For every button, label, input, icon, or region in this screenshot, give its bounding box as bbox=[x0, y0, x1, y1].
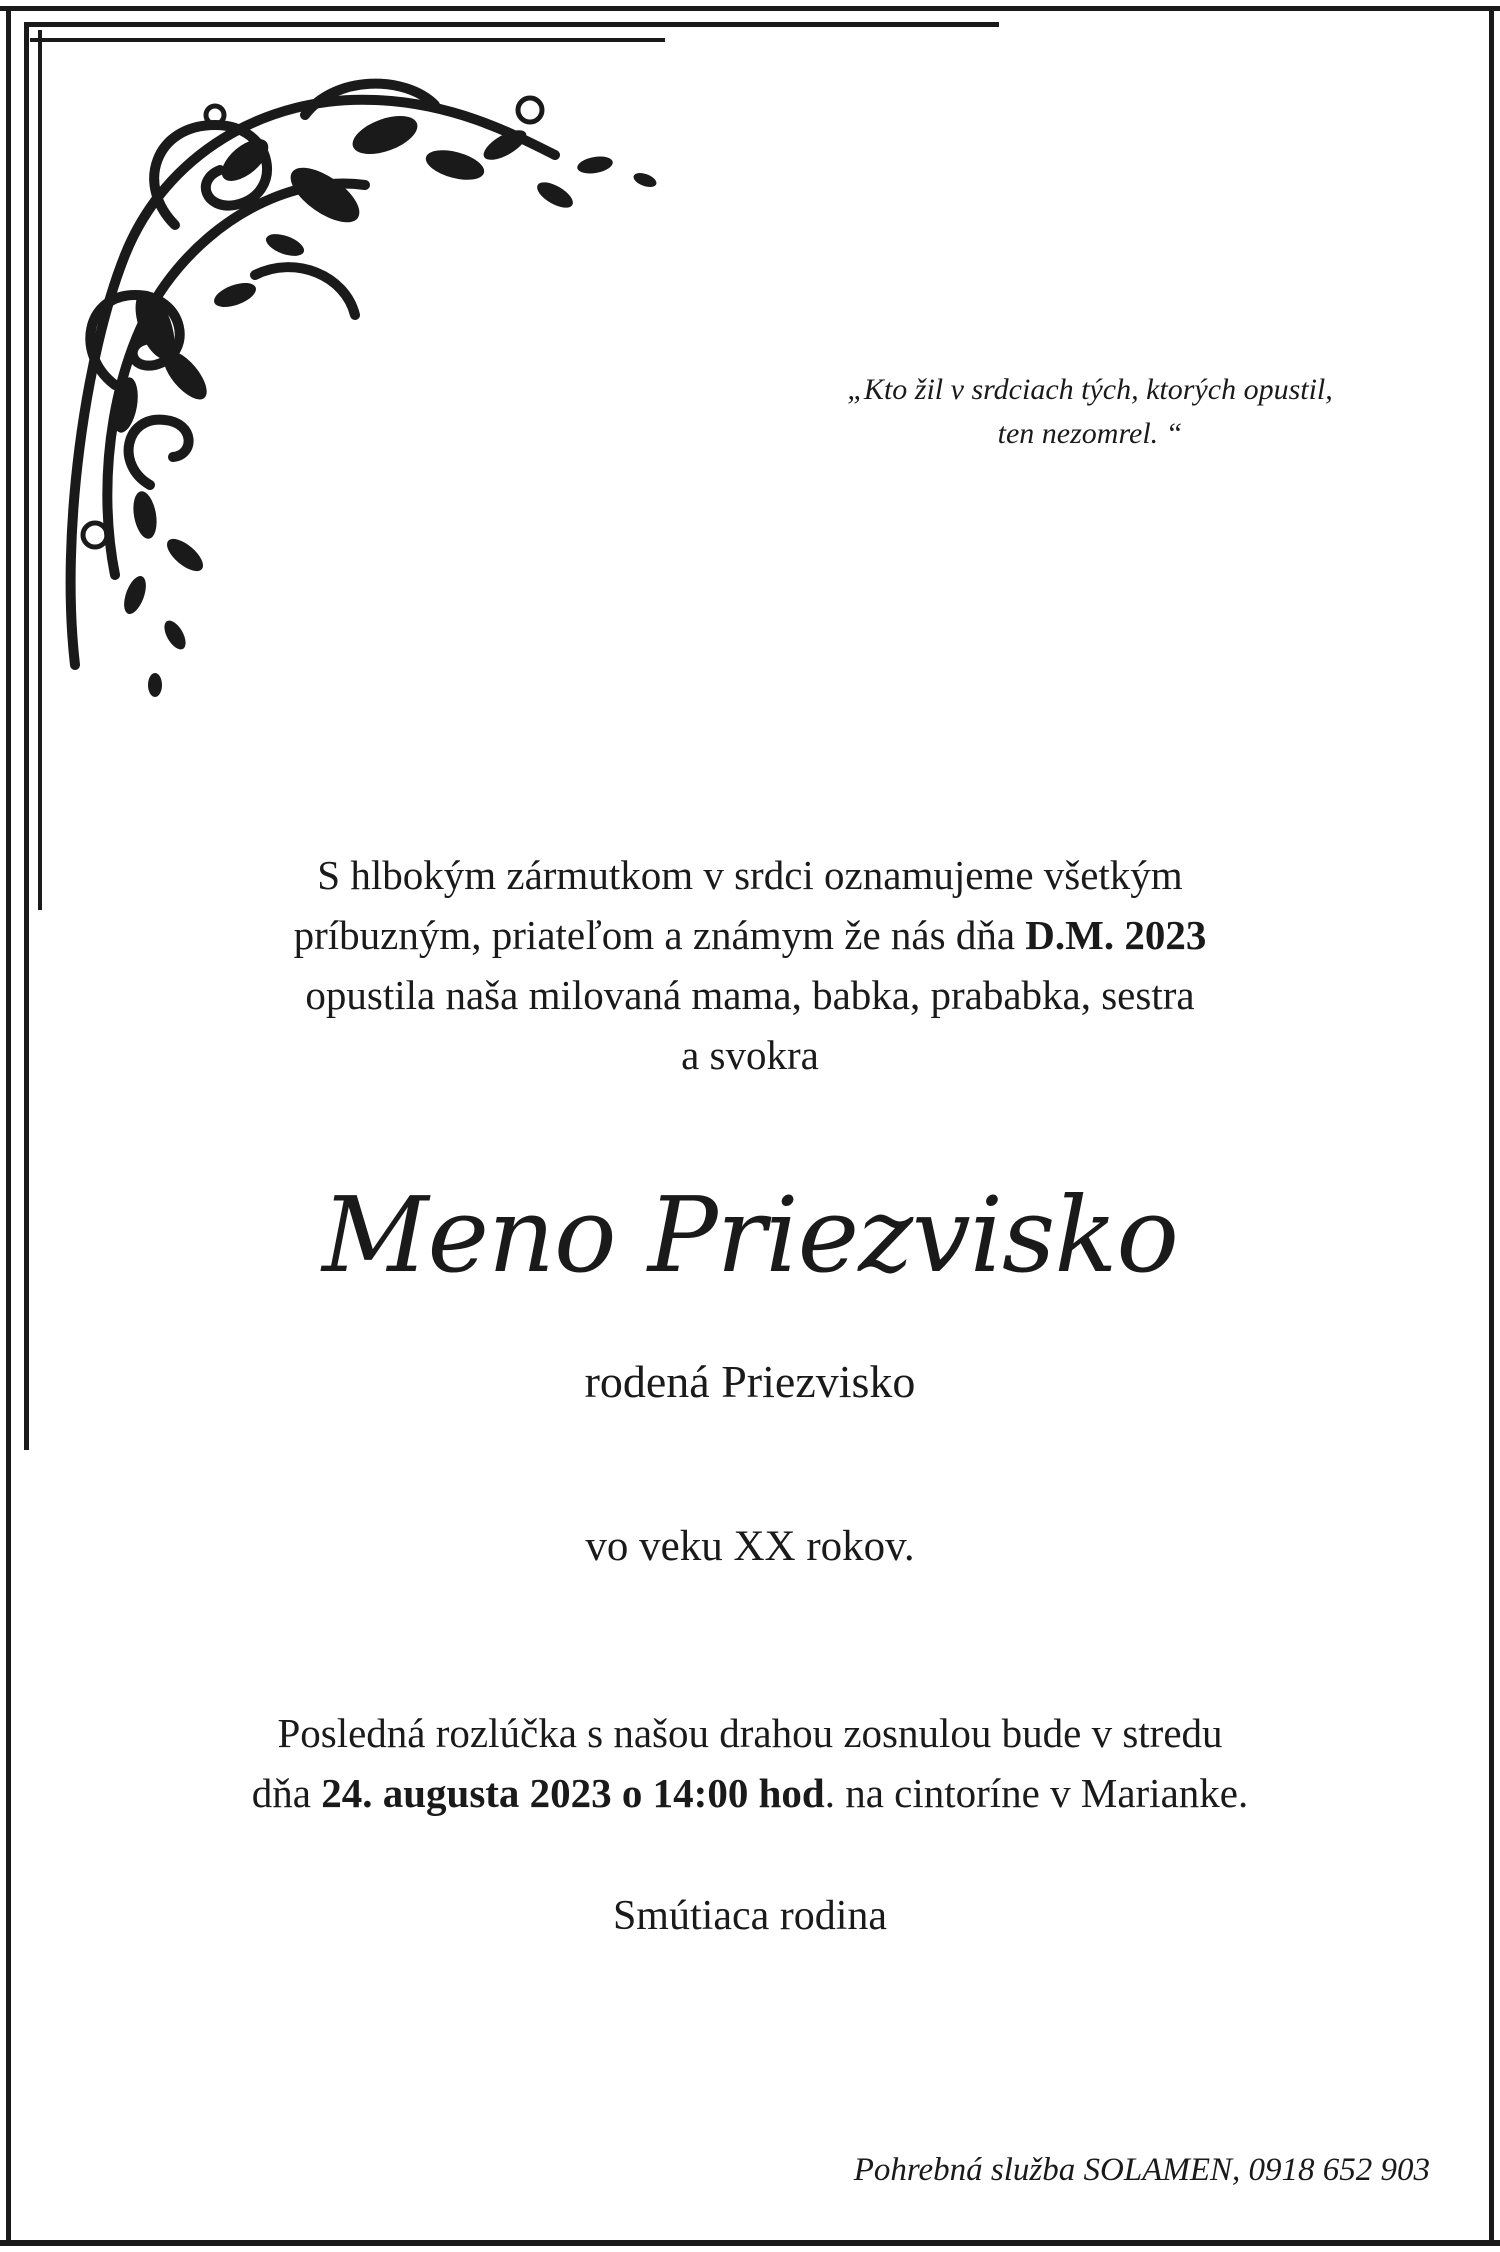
inner-line-left-2 bbox=[38, 30, 42, 910]
border-top bbox=[0, 6, 1500, 11]
quote-line-2: ten nezomrel. “ bbox=[997, 417, 1183, 450]
quote-line-1: „Kto žil v srdciach tých, ktorých opustil, bbox=[847, 373, 1333, 406]
deceased-name: Meno Priezvisko bbox=[322, 1174, 1178, 1296]
announcement-line-1: S hlbokým zármutkom v srdci oznamujeme všetkým bbox=[317, 852, 1183, 898]
funeral-service-contact: Pohrebná služba SOLAMEN, 0918 652 903 bbox=[853, 2152, 1430, 2188]
family-signature: Smútiaca rodina bbox=[612, 1893, 888, 1939]
announcement-line-3: opustila naša milovaná mama, babka, prababka, sestra bbox=[305, 972, 1195, 1018]
memorial-quote bbox=[760, 368, 1420, 456]
floral-corner-ornament bbox=[55, 55, 705, 715]
age-text: vo veku XX rokov. bbox=[585, 1523, 915, 1570]
announcement-text bbox=[0, 845, 1500, 1085]
announcement-line-2-prefix: príbuzným, priateľom a známym že nás dňa bbox=[293, 912, 1026, 958]
announcement-line-2 bbox=[0, 905, 1500, 965]
funeral-line-2 bbox=[0, 1763, 1500, 1823]
announcement-line-4: a svokra bbox=[681, 1032, 819, 1078]
maiden-name: rodená Priezvisko bbox=[584, 1356, 916, 1407]
funeral-line-2-suffix: . na cintoríne v Marianke. bbox=[824, 1770, 1249, 1816]
funeral-line-2-prefix: dňa bbox=[251, 1770, 322, 1816]
death-date: D.M. 2023 bbox=[1025, 912, 1207, 958]
funeral-line-1: Posledná rozlúčka s našou drahou zosnulou bude v stredu bbox=[277, 1710, 1223, 1756]
funeral-info bbox=[0, 1703, 1500, 1823]
funeral-datetime: 24. augusta 2023 o 14:00 hod bbox=[321, 1770, 825, 1816]
inner-line-top bbox=[24, 22, 999, 27]
border-bottom bbox=[0, 2240, 1500, 2246]
inner-line-top-2 bbox=[30, 38, 665, 42]
